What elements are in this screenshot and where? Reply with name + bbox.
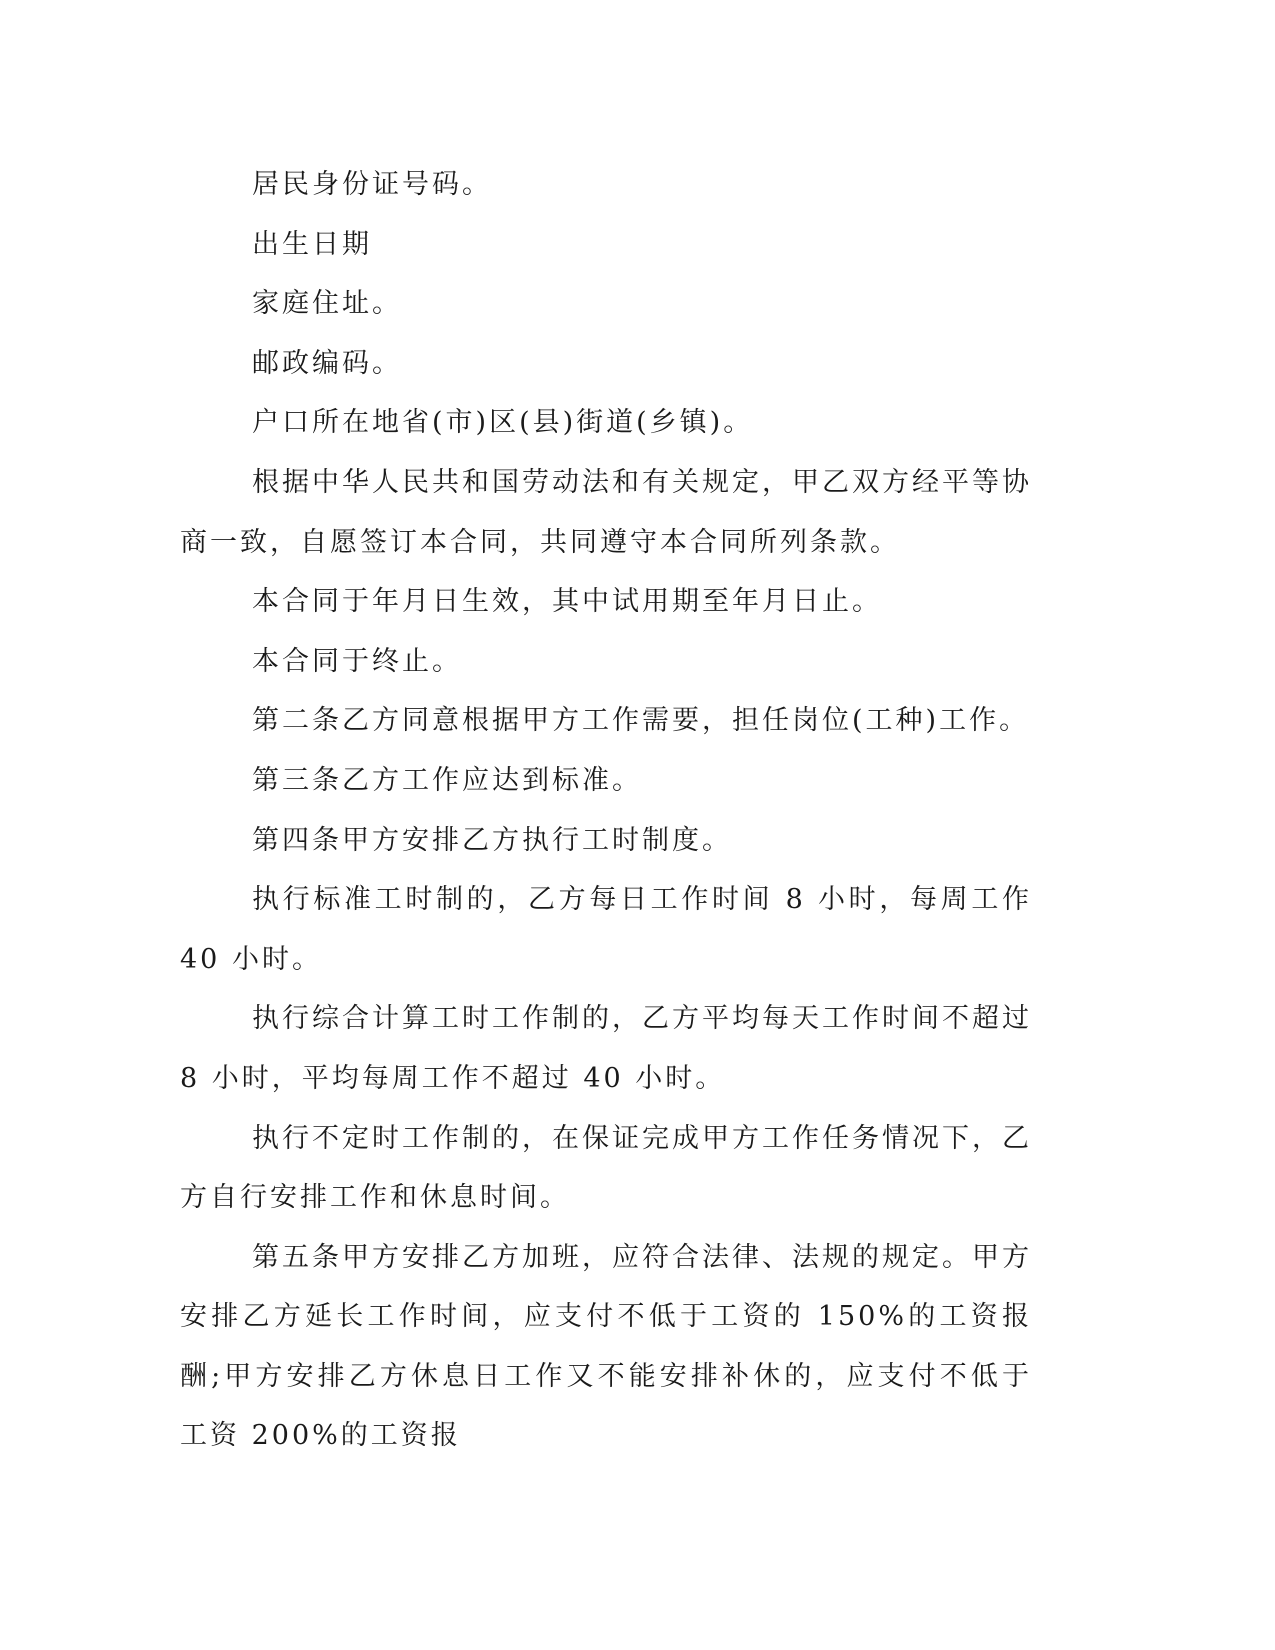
paragraph-article-5: 第五条甲方安排乙方加班，应符合法律、法规的规定。甲方安排乙方延长工作时间，应支付不低于工资的 150%的工资报酬;甲方安排乙方休息日工作又不能安排补休的，应支付不低于工资 200%的工资报: [180, 1241, 1032, 1452]
paragraph-birth-date: 出生日期: [252, 228, 372, 260]
paragraph-flexible-hours: 执行不定时工作制的，在保证完成甲方工作任务情况下，乙方自行安排工作和休息时间。: [180, 1122, 1032, 1214]
document-body: [180, 155, 1032, 1466]
paragraph-comprehensive-hours: 执行综合计算工时工作制的，乙方平均每天工作时间不超过 8 小时，平均每周工作不超过 40 小时。: [180, 1003, 1032, 1094]
paragraph-effective-date: 本合同于年月日生效，其中试用期至年月日止。: [252, 586, 882, 618]
paragraph-article-2: 第二条乙方同意根据甲方工作需要，担任岗位(工种)工作。: [252, 705, 1030, 737]
paragraph-termination: 本合同于终止。: [252, 645, 462, 677]
paragraph-article-4: 第四条甲方安排乙方执行工时制度。: [252, 824, 732, 856]
paragraph-home-address: 家庭住址。: [252, 288, 402, 320]
paragraph-postal-code: 邮政编码。: [252, 347, 402, 379]
paragraph-standard-hours: 执行标准工时制的，乙方每日工作时间 8 小时，每周工作 40 小时。: [180, 884, 1032, 975]
paragraph-preamble: 根据中华人民共和国劳动法和有关规定，甲乙双方经平等协商一致，自愿签订本合同，共同遵守本合同所列条款。: [180, 466, 1032, 558]
paragraph-article-3: 第三条乙方工作应达到标准。: [252, 764, 642, 796]
paragraph-id-number: 居民身份证号码。: [252, 169, 492, 200]
paragraph-hukou-location: 户口所在地省(市)区(县)街道(乡镇)。: [252, 407, 754, 439]
